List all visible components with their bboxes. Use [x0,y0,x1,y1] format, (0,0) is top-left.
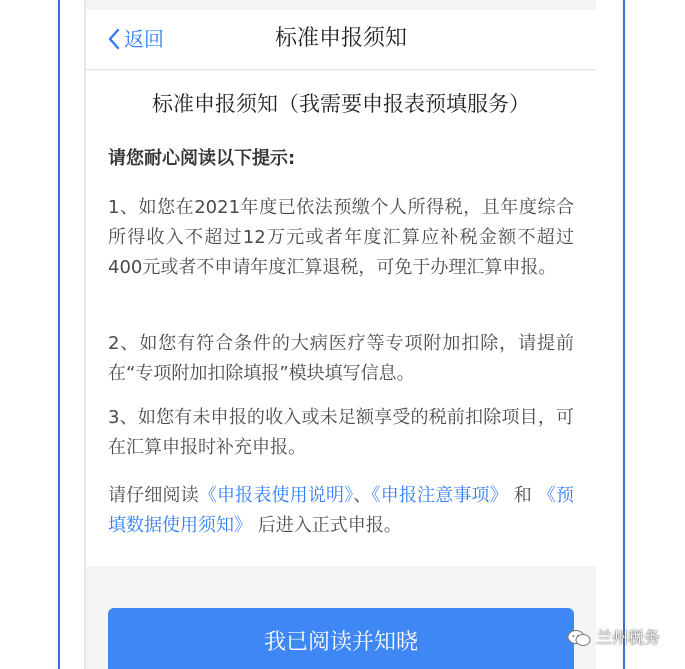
prefill-data-link[interactable]: 《预填数据使用须知》 [108,485,574,536]
form-usage-link[interactable]: 《申报表使用说明》 [198,485,354,506]
confirm-read-button[interactable]: 我已阅读并知晓 [108,608,574,669]
instruction-separator: 、 [353,485,372,506]
tip-paragraph-2: 2、如您有符合条件的大病医疗等专项附加扣除，请提前在“专项附加扣除填报”模块填写信息。 [108,333,574,384]
back-label: 返回 [124,27,164,51]
footer-area [86,566,596,669]
wechat-icon [566,628,592,648]
page-title: 标准申报须知 [274,26,407,51]
instruction-prefix: 请仔细阅读 [108,485,199,506]
nav-bar [86,10,596,70]
tips-title: 请您耐心阅读以下提示: [108,148,296,169]
notice-heading: 标准申报须知（我需要申报表预填服务） [152,92,530,116]
frame-border-left [58,0,60,669]
reading-instruction [108,481,574,541]
filing-notes-link[interactable]: 《申报注意事项》 [371,485,508,506]
tip-paragraph-3: 3、如您有未申报的收入或未足额享受的税前扣除项目，可在汇算申报时补充申报。 [108,407,574,458]
watermark [566,628,660,648]
frame-border-right [623,0,625,669]
phone-screen [86,0,596,669]
instruction-and: 和 [513,485,532,506]
tip-paragraph-1: 1、如您在2021年度已依法预缴个人所得税，且年度综合所得收入不超过12万元或者年度汇算应补税金额不超过400元或者不申请年度汇算退税，可免于办理汇算申报。 [108,197,574,278]
watermark-text: 兰州税务 [596,628,661,647]
instruction-suffix: 后进入正式申报。 [257,515,402,536]
notice-content [86,71,596,566]
